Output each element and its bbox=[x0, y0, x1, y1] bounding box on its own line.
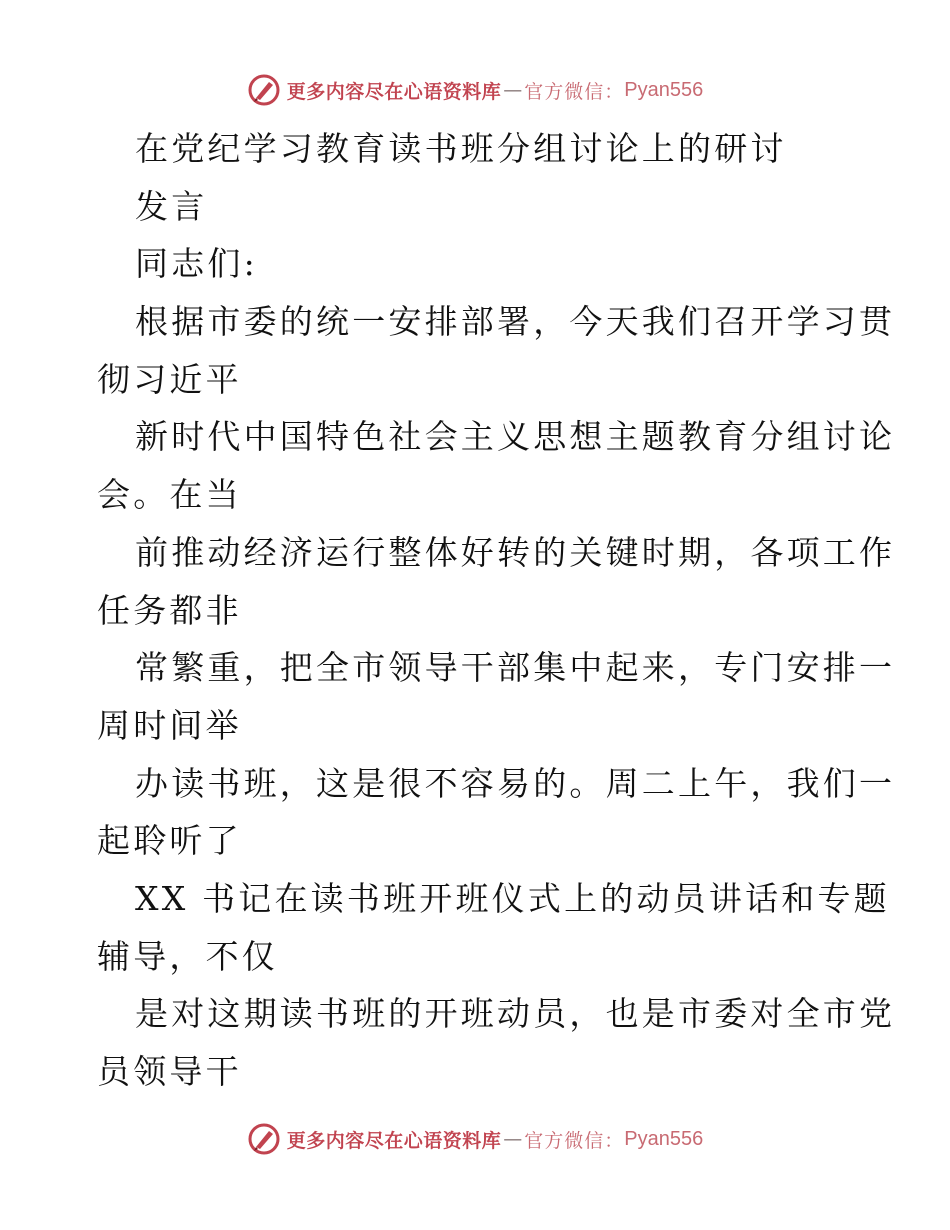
watermark-contact-id: Pyan556 bbox=[624, 1127, 704, 1150]
document-line: 办读书班，这是很不容易的。周二上午，我们一 bbox=[135, 763, 896, 803]
document-line: 在党纪学习教育读书班分组讨论上的研讨 bbox=[135, 129, 787, 168]
document-line: 发言 bbox=[135, 186, 208, 226]
quill-pen-circle-icon bbox=[247, 73, 281, 107]
watermark-separator: — bbox=[503, 79, 523, 101]
footer-watermark bbox=[0, 1119, 950, 1159]
document-line: 会。在当 bbox=[97, 475, 242, 515]
document-line: 辅导，不仅 bbox=[97, 936, 278, 976]
header-watermark bbox=[0, 70, 950, 110]
watermark-brand: 更多内容尽在心语资料库 bbox=[286, 80, 502, 103]
document-body bbox=[97, 120, 896, 1101]
document-line: 新时代中国特色社会主义思想主题教育分组讨论 bbox=[135, 417, 896, 457]
document-line: XX 书记在读书班开班仪式上的动员讲话和专题 bbox=[135, 878, 890, 918]
watermark-contact-label: 官方微信： bbox=[524, 1129, 625, 1152]
watermark-contact-id: Pyan556 bbox=[624, 78, 704, 101]
document-line: 是对这期读书班的开班动员，也是市委对全市党 bbox=[135, 994, 896, 1034]
document-line: 任务都非 bbox=[97, 590, 242, 630]
document-line: 根据市委的统一安排部署，今天我们召开学习贯 bbox=[135, 302, 896, 342]
document-line: 彻习近平 bbox=[97, 359, 242, 399]
document-line: 周时间举 bbox=[97, 705, 242, 745]
quill-pen-circle-icon bbox=[247, 1122, 281, 1156]
document-line: 前推动经济运行整体好转的关键时期，各项工作 bbox=[135, 532, 896, 572]
watermark-separator: — bbox=[503, 1128, 523, 1150]
watermark-contact-label: 官方微信： bbox=[524, 80, 625, 103]
document-line: 同志们: bbox=[135, 244, 258, 284]
document-line: 起聆听了 bbox=[97, 821, 242, 861]
document-line: 员领导干 bbox=[97, 1052, 242, 1091]
watermark-brand: 更多内容尽在心语资料库 bbox=[286, 1129, 502, 1152]
document-line: 常繁重，把全市领导干部集中起来，专门安排一 bbox=[135, 648, 896, 688]
